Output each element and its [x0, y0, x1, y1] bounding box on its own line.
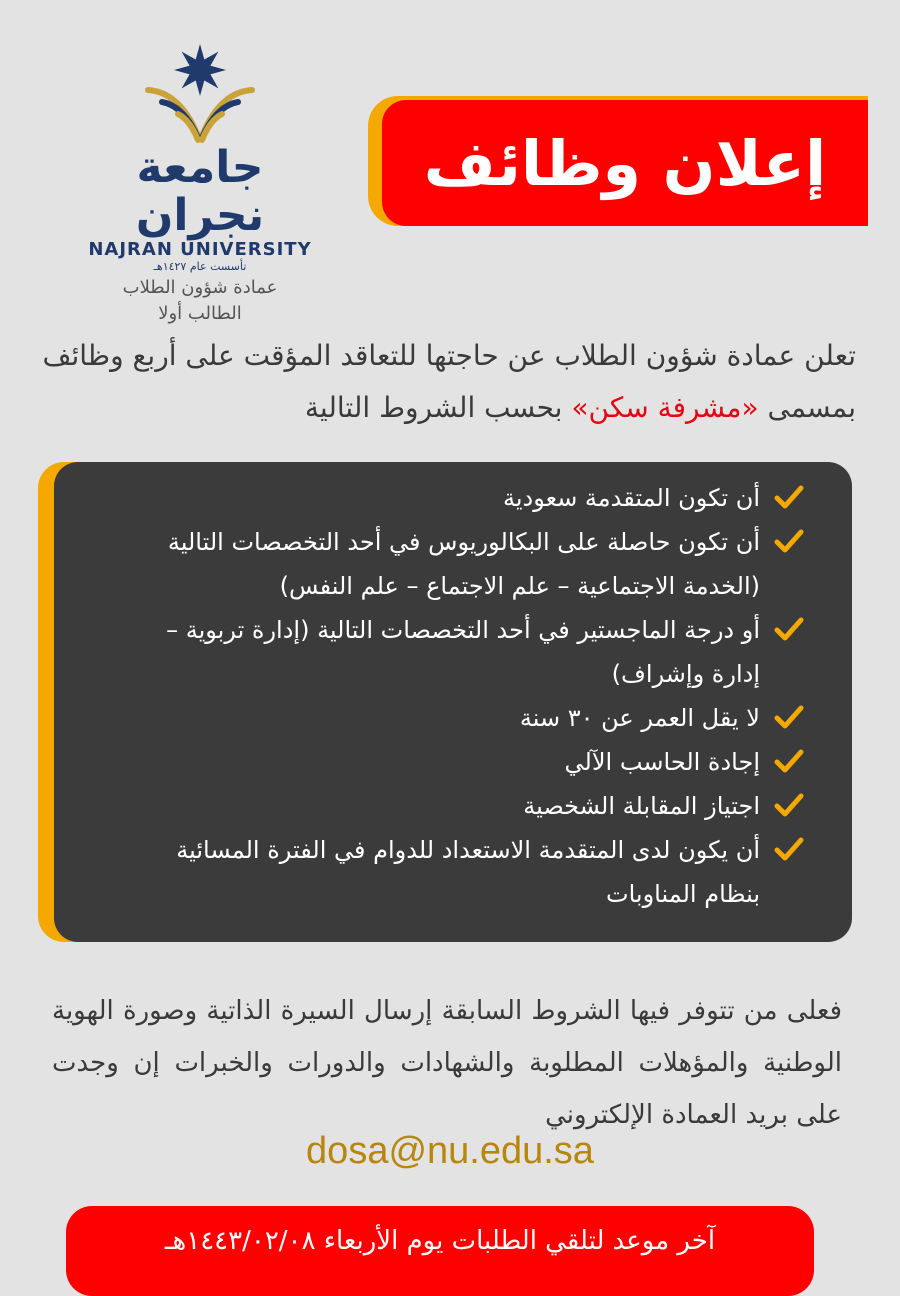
checkmark-icon	[774, 616, 804, 642]
job-title-highlight: «مشرفة سكن»	[571, 391, 759, 424]
condition-text: أو درجة الماجستير في أحد التخصصات التالية (إدارة تربوية – إدارة وإشراف)	[166, 616, 760, 688]
logo-arabic-name: جامعة نجران	[135, 142, 265, 241]
condition-item	[164, 476, 804, 520]
condition-item	[164, 696, 804, 740]
deadline-banner	[66, 1206, 814, 1296]
intro-paragraph	[36, 330, 856, 434]
condition-text: لا يقل العمر عن ٣٠ سنة	[519, 704, 760, 732]
page-title: إعلان وظائف	[423, 126, 827, 200]
checkmark-icon	[774, 836, 804, 862]
condition-item	[164, 784, 804, 828]
checkmark-icon	[774, 792, 804, 818]
intro-text-before: تعلن عمادة شؤون الطلاب عن حاجتها للتعاقد المؤقت على أربع وظائف بمسمى	[42, 339, 856, 424]
title-banner	[368, 96, 868, 232]
intro-text-after: بحسب الشروط التالية	[304, 391, 572, 424]
condition-item	[164, 828, 804, 916]
condition-text: اجتياز المقابلة الشخصية	[523, 792, 760, 820]
star-crest-icon	[140, 40, 260, 150]
condition-item	[164, 520, 804, 608]
checkmark-icon	[774, 528, 804, 554]
checkmark-icon	[774, 748, 804, 774]
university-logo	[80, 40, 320, 324]
condition-text: أن يكون لدى المتقدمة الاستعداد للدوام في الفترة المسائية بنظام المناوبات	[176, 836, 760, 908]
checkmark-icon	[774, 704, 804, 730]
logo-established: تأسست عام ١٤٢٧هـ	[153, 260, 247, 273]
conditions-list	[164, 476, 804, 916]
condition-text: إجادة الحاسب الآلي	[564, 748, 760, 776]
condition-text: أن تكون المتقدمة سعودية	[502, 484, 760, 512]
application-instructions: فعلى من تتوفر فيها الشروط السابقة إرسال السيرة الذاتية وصورة الهوية الوطنية والمؤهلات المطلوبة والشهادات والدورات والخبرات إن وجدت على بريد العمادة الإلكتروني	[52, 996, 842, 1130]
deanship-motto: الطالب أولا	[158, 303, 242, 324]
banner-panel	[382, 100, 868, 226]
deadline-text: آخر موعد لتلقي الطلبات يوم الأربعاء ١٤٤٣/٠٢/٠٨هـ	[164, 1226, 716, 1256]
contact-email[interactable]: dosa@nu.edu.sa	[306, 1130, 594, 1172]
checkmark-icon	[774, 484, 804, 510]
condition-item	[164, 740, 804, 784]
deanship-name: عمادة شؤون الطلاب	[122, 277, 278, 298]
condition-item	[164, 608, 804, 696]
logo-english-name: NAJRAN UNIVERSITY	[88, 239, 312, 260]
condition-text: أن تكون حاصلة على البكالوريوس في أحد التخصصات التالية (الخدمة الاجتماعية – علم الاجتماع – علم النفس)	[167, 528, 760, 600]
